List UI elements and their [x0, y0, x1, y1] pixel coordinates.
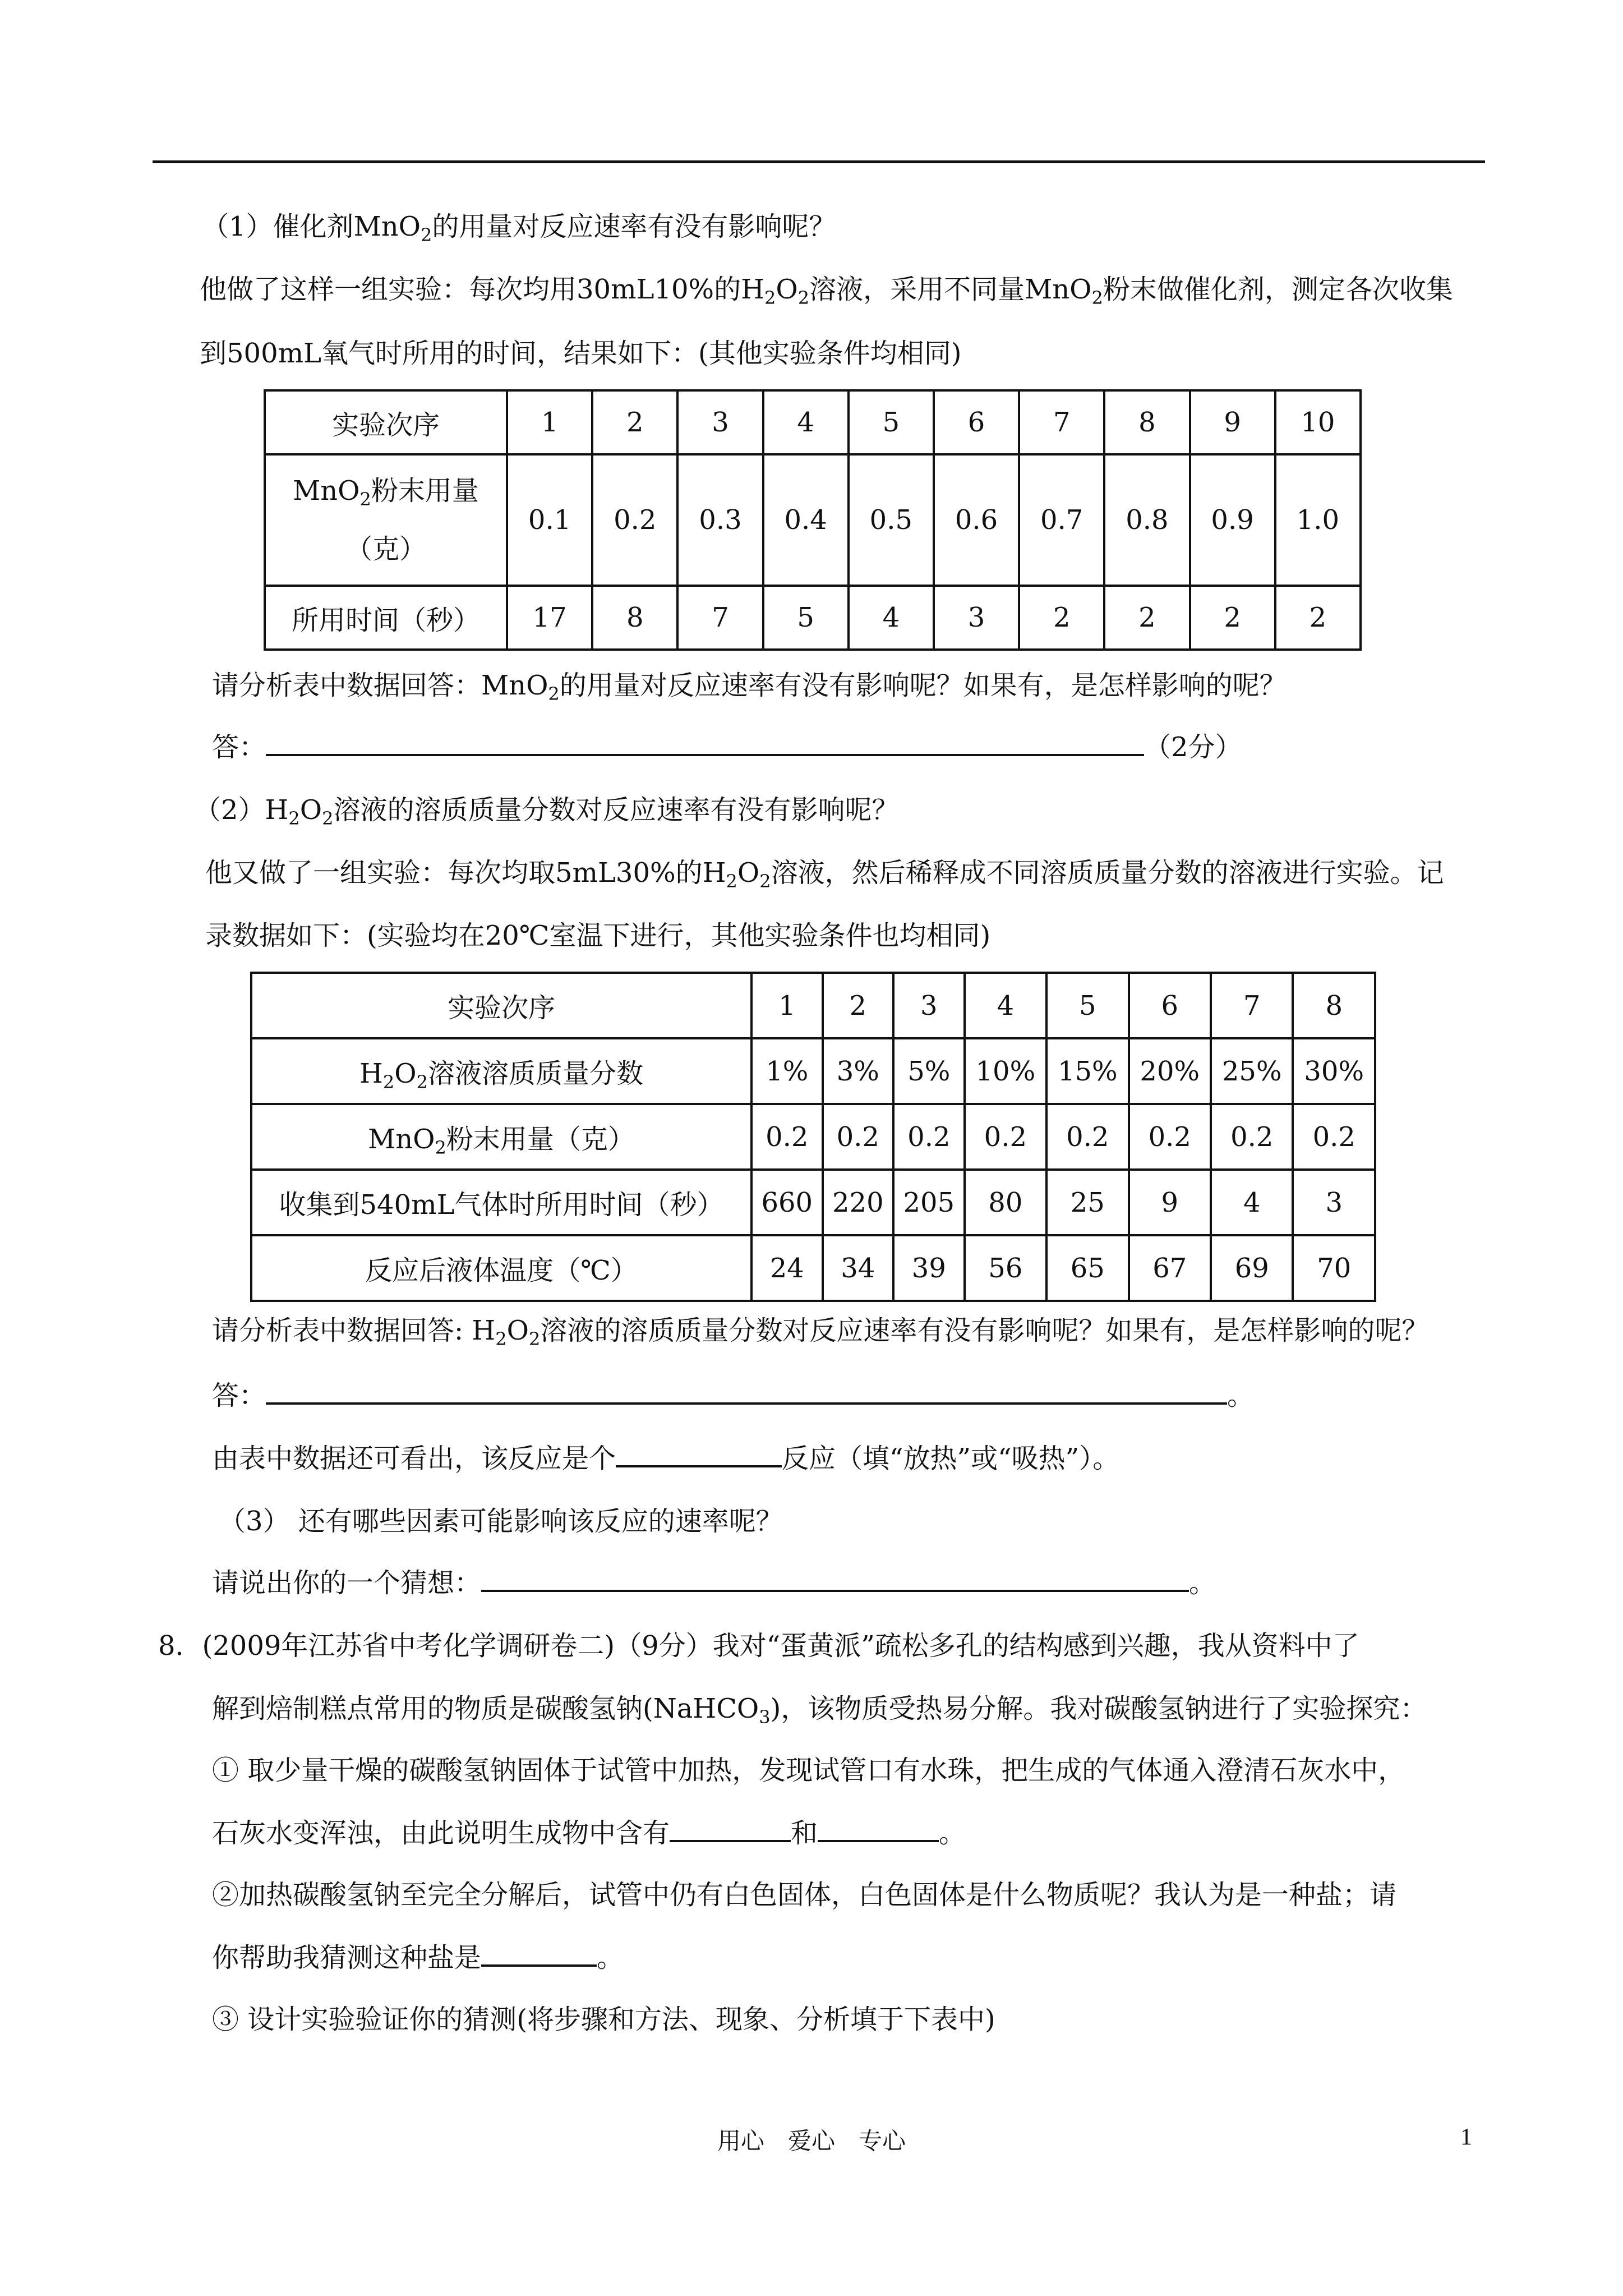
table-row — [251, 1038, 1375, 1104]
table-cell: 69 — [1211, 1235, 1293, 1301]
table-cell: 0.4 — [763, 454, 849, 586]
product2-blank[interactable] — [818, 1818, 939, 1842]
table-cell: 24 — [751, 1235, 823, 1301]
table-cell: 9 — [1190, 390, 1275, 454]
table-cell: 220 — [823, 1170, 894, 1235]
table-cell: 34 — [823, 1235, 894, 1301]
table-cell: 2 — [592, 390, 677, 454]
table-cell: 4 — [965, 973, 1046, 1038]
table-header-cell: MnO$_2$粉末用量（克） — [251, 1104, 751, 1170]
table-cell: 5 — [849, 390, 934, 454]
table-cell: 3 — [1293, 1170, 1375, 1235]
q8-line1: 8．(2009年江苏省中考化学调研卷二)（9分）我对“蛋黄派”疏松多孔的结构感到兴趣，我从资料中了 — [158, 1630, 1359, 1662]
table-cell: 0.2 — [823, 1104, 894, 1170]
q8-item1-line2: 石灰水变浑浊，由此说明生成物中含有 和 。 — [212, 1818, 966, 1849]
table-cell: 0.2 — [1293, 1104, 1375, 1170]
table-cell: 67 — [1129, 1235, 1211, 1301]
section1-heading: （1）催化剂MnO$_2$的用量对反应速率有没有影响呢？ — [202, 211, 836, 246]
table-cell: 9 — [1129, 1170, 1211, 1235]
table-header-cell: 收集到540mL气体时所用时间（秒） — [251, 1170, 751, 1235]
table-header-cell: 反应后液体温度（℃） — [251, 1235, 751, 1301]
footer-motto: 用心 爱心 专心 — [717, 2127, 906, 2155]
table-cell: 660 — [751, 1170, 823, 1235]
section3-guess-line: 请说出你的一个猜想： 。 — [212, 1567, 1216, 1599]
table-cell: 0.2 — [592, 454, 677, 586]
table-cell: 2 — [1275, 586, 1361, 650]
table-cell: 6 — [934, 390, 1019, 454]
table-row — [251, 1170, 1375, 1235]
table-cell: 3% — [823, 1038, 894, 1104]
table-header-cell: 实验次序 — [251, 973, 751, 1038]
section2-heading: $(2)H_2O_2$溶液的溶质质量分数对反应速率有没有影响呢？ — [194, 794, 899, 829]
section2-intro-line1: 他又做了一组实验：每次均取5mL30%的$H_2O_2$溶液，然后稀释成不同溶质质量分数的溶液进行实验。记 — [205, 857, 1444, 892]
table-row — [251, 1104, 1375, 1170]
table-cell: 5 — [1046, 973, 1128, 1038]
table-row — [251, 1235, 1375, 1301]
salt-guess-blank[interactable] — [481, 1942, 597, 1967]
table-header-cell: 实验次序 — [265, 390, 507, 454]
header-rule — [153, 160, 1485, 163]
h2o2-concentration-table — [250, 972, 1376, 1302]
table-cell: 0.2 — [1211, 1104, 1293, 1170]
table-cell: 3 — [934, 586, 1019, 650]
table-cell: 5 — [763, 586, 849, 650]
page-number: 1 — [1460, 2124, 1472, 2150]
table-cell: 0.8 — [1104, 454, 1189, 586]
section2-answer-line: 答： 。 — [212, 1380, 1255, 1411]
table-cell: 17 — [507, 586, 592, 650]
table-cell: 3 — [893, 973, 965, 1038]
q8-item1-line1: ① 取少量干燥的碳酸氢钠固体于试管中加热，发现试管口有水珠，把生成的气体通入澄清石灰水中， — [212, 1755, 1405, 1786]
guess-blank[interactable] — [481, 1567, 1189, 1592]
table-cell: 4 — [849, 586, 934, 650]
table-cell: 1.0 — [1275, 454, 1361, 586]
table-cell: 56 — [965, 1235, 1046, 1301]
reaction-type-blank[interactable] — [616, 1443, 782, 1467]
table-row — [251, 973, 1375, 1038]
table-cell: 7 — [677, 586, 763, 650]
table-row — [265, 586, 1361, 650]
table-row — [265, 454, 1361, 586]
table-header-cell: MnO$_2$粉末用量 （克） — [265, 454, 507, 586]
table-cell: 30% — [1293, 1038, 1375, 1104]
table-cell: 15% — [1046, 1038, 1128, 1104]
section2-question: 请分析表中数据回答: $H_2O_2$溶液的溶质质量分数对反应速率有没有影响呢？如果有，是怎样影响的呢？ — [212, 1315, 1429, 1350]
table-cell: 2 — [1190, 586, 1275, 650]
table-cell: 10 — [1275, 390, 1361, 454]
table-cell: 20% — [1129, 1038, 1211, 1104]
table-cell: 0.2 — [893, 1104, 965, 1170]
answer-blank[interactable] — [266, 731, 1144, 756]
table-cell: 205 — [893, 1170, 965, 1235]
product1-blank[interactable] — [670, 1818, 791, 1842]
section1-intro-line1: 他做了这样一组实验：每次均用30mL10%的$H_2O_2$溶液，采用不同量MnO$_2$粉末做催化剂，测定各次收集 — [200, 274, 1453, 309]
table-cell: 0.7 — [1019, 454, 1104, 586]
table-row — [265, 390, 1361, 454]
table-cell: 2 — [823, 973, 894, 1038]
section1-question: 请分析表中数据回答：MnO$_2$的用量对反应速率有没有影响呢？如果有，是怎样影响的呢？ — [212, 670, 1287, 705]
table-cell: 4 — [763, 390, 849, 454]
table-cell: 6 — [1129, 973, 1211, 1038]
table-header-cell: $H_2O_2$溶液溶质质量分数 — [251, 1038, 751, 1104]
table-cell: 0.2 — [751, 1104, 823, 1170]
table-cell: 0.2 — [965, 1104, 1046, 1170]
table-cell: 8 — [592, 586, 677, 650]
q8-item2-line1: ②加热碳酸氢钠至完全分解后，试管中仍有白色固体，白色固体是什么物质呢？我认为是一种盐；请 — [212, 1879, 1397, 1911]
mno2-amount-table — [264, 389, 1362, 651]
table-cell: 80 — [965, 1170, 1046, 1235]
q8-line2: 解到焙制糕点常用的物质是碳酸氢钠(NaHCO$_3$)，该物质受热易分解。我对碳酸氢钠进行了实验探究： — [212, 1693, 1427, 1728]
table-cell: 10% — [965, 1038, 1046, 1104]
table-cell: 2 — [1019, 586, 1104, 650]
section3-heading: （3） 还有哪些因素可能影响该反应的速率呢？ — [219, 1506, 783, 1537]
table-cell: 1 — [507, 390, 592, 454]
table-cell: 0.5 — [849, 454, 934, 586]
table-cell: 25 — [1046, 1170, 1128, 1235]
q8-item3: ③ 设计实验验证你的猜测(将步骤和方法、现象、分析填于下表中) — [212, 2004, 995, 2035]
exothermic-question: 由表中数据还可看出，该反应是个 反应（填“放热”或“吸热”）。 — [212, 1443, 1120, 1474]
table-cell: 70 — [1293, 1235, 1375, 1301]
table-cell: 0.9 — [1190, 454, 1275, 586]
section1-intro-line2: 到500mL氧气时所用的时间，结果如下：(其他实验条件均相同) — [200, 338, 962, 369]
table-cell: 7 — [1211, 973, 1293, 1038]
table-cell: 3 — [677, 390, 763, 454]
table-cell: 0.2 — [1046, 1104, 1128, 1170]
table-header-cell: 所用时间（秒） — [265, 586, 507, 650]
section1-answer-line: 答： （2分） — [212, 731, 1242, 763]
table-cell: 5% — [893, 1038, 965, 1104]
table-cell: 0.3 — [677, 454, 763, 586]
table-cell: 39 — [893, 1235, 965, 1301]
table-cell: 25% — [1211, 1038, 1293, 1104]
table-cell: 8 — [1104, 390, 1189, 454]
q8-item2-line2: 你帮助我猜测这种盐是 。 — [212, 1942, 624, 1973]
table-cell: 0.6 — [934, 454, 1019, 586]
section2-intro-line2: 录数据如下：(实验均在20℃室温下进行，其他实验条件也均相同) — [205, 920, 991, 951]
table-cell: 2 — [1104, 586, 1189, 650]
table-cell: 0.2 — [1129, 1104, 1211, 1170]
table-cell: 8 — [1293, 973, 1375, 1038]
table-cell: 4 — [1211, 1170, 1293, 1235]
table-cell: 1 — [751, 973, 823, 1038]
table-cell: 65 — [1046, 1235, 1128, 1301]
table-cell: 7 — [1019, 390, 1104, 454]
answer-blank[interactable] — [266, 1380, 1227, 1405]
table-cell: 1% — [751, 1038, 823, 1104]
table-cell: 0.1 — [507, 454, 592, 586]
